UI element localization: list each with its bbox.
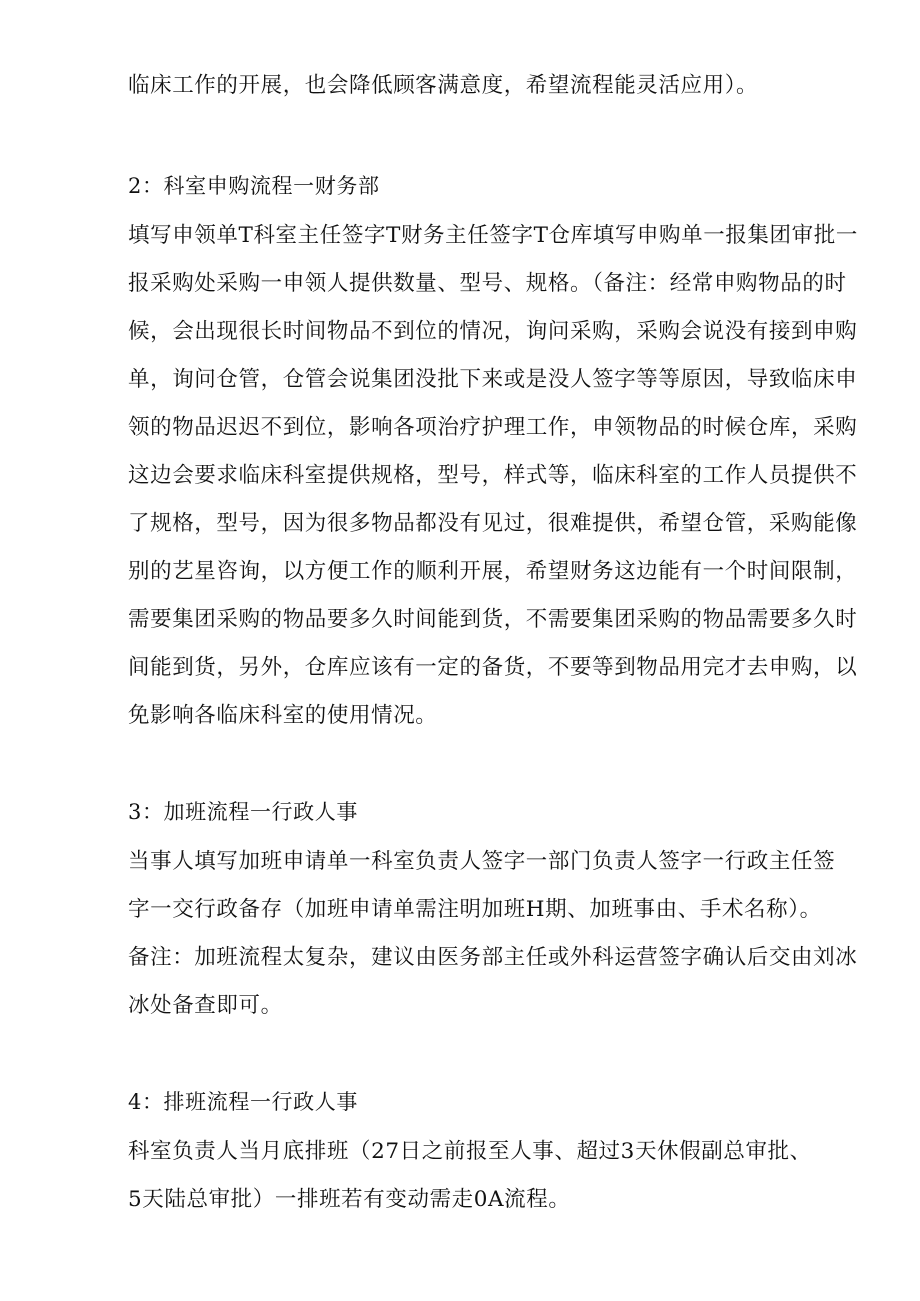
section-4-line: 科室负责人当月底排班（27日之前报至人事、超过3天休假副总审批、: [128, 1139, 812, 1164]
section-2-line: 了规格，型号，因为很多物品都没有见过，很难提供，希望仓管，采购能像: [128, 511, 858, 536]
section-2-line: 领的物品迟迟不到位，影响各项治疗护理工作，申领物品的时候仓库，采购: [128, 415, 858, 440]
section-2-line: 填写申领单T科室主任签字T财务主任签字T仓库填写申购单一报集团审批一: [128, 223, 858, 248]
section-2-line: 报采购处采购一申领人提供数量、型号、规格。（备注：经常申购物品的时: [128, 271, 847, 296]
section-2-line: 间能到货，另外，仓库应该有一定的备货，不要等到物品用完才去申购，以: [128, 655, 858, 680]
section-2-line: 需要集团采购的物品要多久时间能到货，不需要集团采购的物品需要多久时: [128, 607, 858, 632]
section-2-line: 免影响各临床科室的使用情况。: [128, 703, 438, 728]
section-2-heading: 2：科室申购流程一财务部: [128, 174, 380, 198]
section-3-line: 冰处备查即可。: [128, 993, 283, 1018]
section-2-line: 这边会要求临床科室提供规格，型号，样式等，临床科室的工作人员提供不: [128, 463, 858, 488]
section-2-line: 候，会出现很长时间物品不到位的情况，询问采购，采购会说没有接到申购: [128, 319, 858, 344]
section-4-line: 5天陆总审批）一排班若有变动需走0A流程。: [128, 1187, 571, 1212]
section-3-line: 当事人填写加班申请单一科室负责人签字一部门负责人签字一行政主任签: [128, 849, 836, 874]
section-2-line: 单，询问仓管，仓管会说集团没批下来或是没人签字等等原因，导致临床申: [128, 367, 858, 392]
section-3-line: 备注：加班流程太复杂，建议由医务部主任或外科运营签字确认后交由刘冰: [128, 945, 858, 970]
intro-line: 临床工作的开展，也会降低顾客满意度，希望流程能灵活应用）。: [128, 73, 759, 98]
section-3-heading: 3：加班流程一行政人事: [128, 800, 358, 824]
section-2-line: 别的艺星咨询，以方便工作的顺利开展，希望财务这边能有一个时间限制，: [128, 559, 858, 584]
section-4-heading: 4：排班流程一行政人事: [128, 1090, 358, 1114]
section-3-line: 字一交行政备存（加班申请单需注明加班H期、加班事由、手术名称）。: [128, 897, 822, 922]
